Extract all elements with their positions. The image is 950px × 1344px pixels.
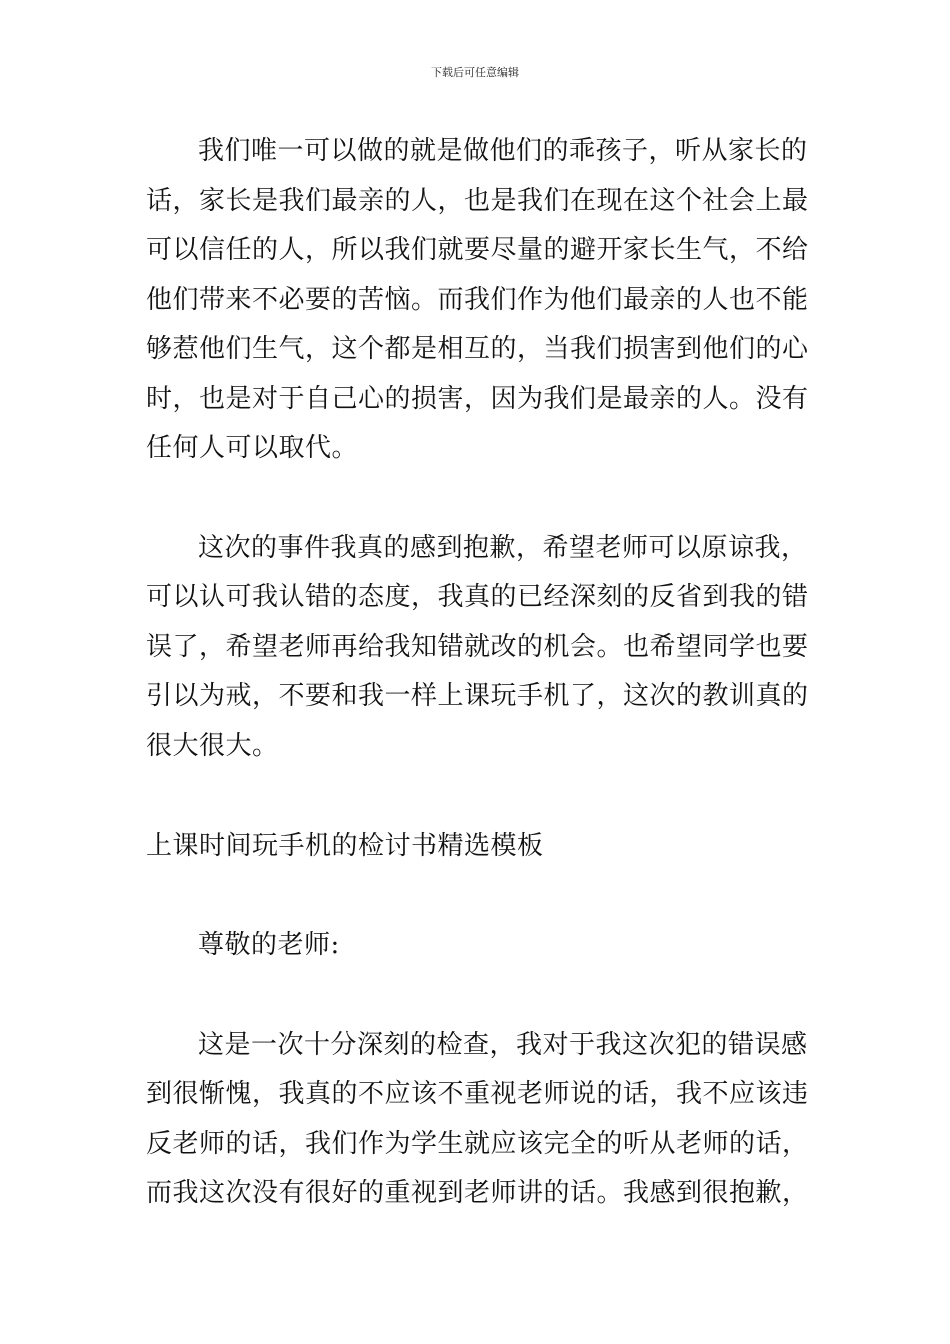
paragraph-3-line: 到很惭愧，我真的不应该不重视老师说的话，我不应该违 (146, 1079, 809, 1109)
paragraph-1-line: 话，家长是我们最亲的人，也是我们在现在这个社会上最 (146, 186, 809, 216)
paragraph-1-line: 我们唯一可以做的就是做他们的乖孩子，听从家长的 (198, 136, 808, 166)
paragraph-2-line: 可以认可我认错的态度，我真的已经深刻的反省到我的错 (146, 582, 809, 612)
paragraph-1-line: 够惹他们生气，这个都是相互的，当我们损害到他们的心 (146, 334, 809, 364)
paragraph-2-line: 引以为戒，不要和我一样上课玩手机了，这次的教训真的 (146, 681, 809, 711)
paragraph-2-line: 误了，希望老师再给我知错就改的机会。也希望同学也要 (146, 632, 809, 662)
section-title: 上课时间玩手机的检讨书精选模板 (146, 831, 544, 861)
paragraph-3-line: 这是一次十分深刻的检查，我对于我这次犯的错误感 (198, 1030, 808, 1060)
page-header: 下载后可任意编辑 (431, 66, 519, 79)
paragraph-1-line: 任何人可以取代。 (146, 433, 359, 463)
salutation: 尊敬的老师: (198, 930, 340, 960)
paragraph-1-line: 可以信任的人，所以我们就要尽量的避开家长生气，不给 (146, 235, 809, 265)
paragraph-1-line: 他们带来不必要的苦恼。而我们作为他们最亲的人也不能 (146, 285, 809, 315)
paragraph-2-line: 这次的事件我真的感到抱歉，希望老师可以原谅我， (198, 533, 808, 563)
paragraph-1-line: 时，也是对于自己心的损害，因为我们是最亲的人。没有 (146, 384, 809, 414)
paragraph-3-line: 反老师的话，我们作为学生就应该完全的听从老师的话， (146, 1129, 809, 1159)
paragraph-3-line: 而我这次没有很好的重视到老师讲的话。我感到很抱歉， (146, 1178, 809, 1208)
paragraph-2-line: 很大很大。 (146, 731, 279, 761)
